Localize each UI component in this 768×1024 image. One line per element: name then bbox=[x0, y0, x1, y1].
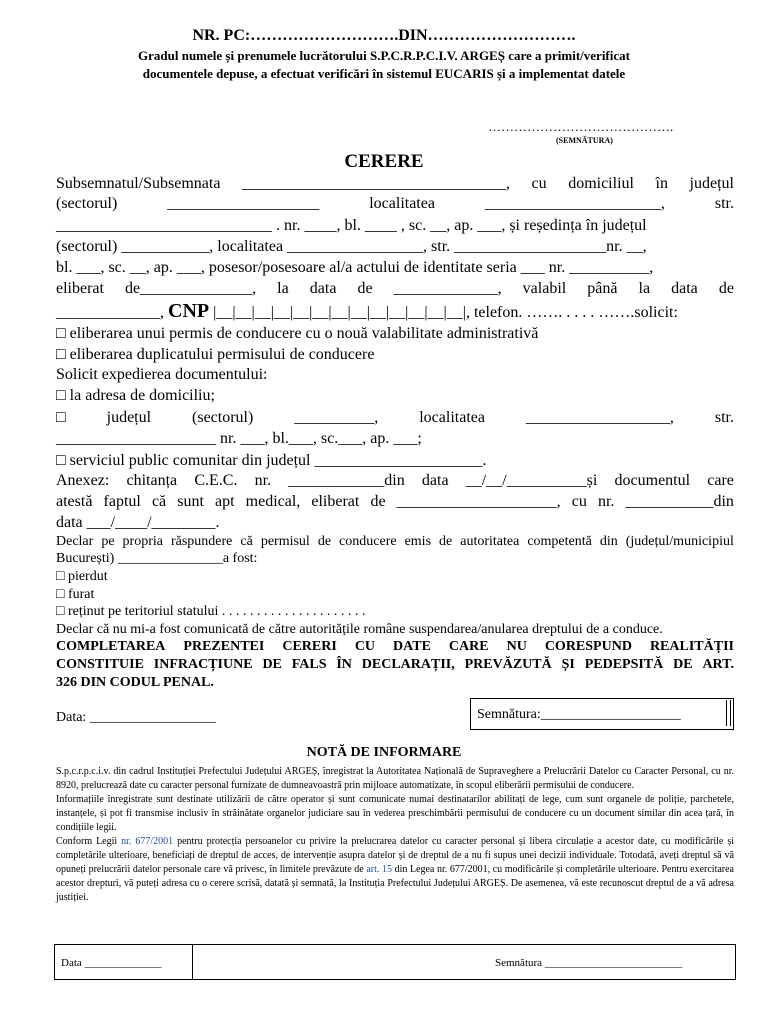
form-line-7[interactable] bbox=[56, 301, 734, 321]
word: CERERI bbox=[282, 639, 337, 654]
word: nr. bbox=[597, 493, 615, 510]
word: de bbox=[370, 493, 386, 510]
word: județul bbox=[689, 175, 734, 192]
word: Anexez: bbox=[56, 472, 110, 489]
warning-line-3: 326 DIN CODUL PENAL. bbox=[56, 675, 214, 690]
word: (sectorul) bbox=[56, 195, 118, 212]
word[interactable]: ___________din bbox=[625, 493, 734, 510]
form-line-2[interactable] bbox=[56, 196, 734, 212]
word: localitatea bbox=[419, 409, 485, 426]
word: ART. bbox=[702, 657, 734, 672]
word: permisul bbox=[260, 534, 310, 549]
word: că bbox=[151, 493, 167, 510]
word: cu bbox=[531, 175, 547, 192]
nota-paragraph-2: Informațiile înregistrate sunt destinate utilizării de către operator și sunt comunicate numai destinatarilor abilitați de lege, cum sunt organele de poliție, parchetele, instanțele, și pot fi transmise inclusiv în străinătate organelor judiciare sau în vederea preschimbării permisului de conducere cu un document similar din acea țară, în condițiile legii. bbox=[56, 794, 734, 833]
word[interactable]: ___________________ bbox=[167, 195, 320, 212]
option-duplicate[interactable]: □ eliberarea duplicatului permisului de conducere bbox=[56, 346, 375, 363]
word[interactable]: (sectorul) ___________, localitatea _________________, str. ___________________nr. __, bbox=[56, 238, 647, 255]
form-line-5[interactable] bbox=[56, 260, 734, 276]
expedition-option-home[interactable]: □ la adresa de domiciliu; bbox=[56, 387, 215, 404]
word: CARE bbox=[448, 639, 489, 654]
word[interactable]: _________________________________, bbox=[241, 175, 510, 192]
word: eliberat bbox=[311, 493, 360, 510]
word: PEDEPSITĂ bbox=[584, 657, 664, 672]
word: apt bbox=[215, 493, 235, 510]
word: CORESPUND bbox=[544, 639, 632, 654]
word: medical, bbox=[245, 493, 301, 510]
expedition-heading: Solicit expedierea documentului: bbox=[56, 366, 268, 383]
form-line-6[interactable] bbox=[56, 281, 734, 297]
word: la bbox=[277, 280, 289, 297]
nota-p3-text-a: Conform Legii bbox=[56, 836, 122, 847]
word: ȘI bbox=[561, 657, 575, 672]
warning-line-2 bbox=[56, 658, 734, 672]
word: de bbox=[357, 280, 373, 297]
word[interactable]: ____________din bbox=[288, 472, 405, 489]
nota-paragraph-1: S.p.c.r.p.c.i.v. din cadrul Instituției Prefectului Județului ARGEȘ, înregistrat la Autoritatea Națională de Supraveghere a Prelucrării Datelor cu Caracter Personal, cu nr. 8920, prelucrează date cu caracter personal furnizate de dumneavoastră prin mijloace automatizate, în scopul eliberării permisului de conducere. bbox=[56, 766, 734, 791]
form-line-3[interactable] bbox=[56, 218, 734, 234]
word: emis bbox=[404, 534, 432, 549]
option-new-license[interactable]: □ eliberarea unui permis de conducere cu o nouă valabilitate administrativă bbox=[56, 325, 539, 342]
header-subtitle-1: Gradul numele și prenumele lucrătorului S.P.C.R.P.C.I.V. ARGEȘ care a primit/verificat bbox=[138, 48, 630, 63]
word: DECLARAȚII, bbox=[361, 657, 455, 672]
footer-table bbox=[54, 944, 736, 980]
cnp-label: CNP bbox=[168, 300, 210, 322]
word: chitanța bbox=[126, 472, 178, 489]
word: FALS bbox=[291, 657, 327, 672]
word: REALITĂȚII bbox=[649, 639, 734, 654]
word: cu bbox=[571, 493, 587, 510]
word: □ bbox=[56, 409, 66, 426]
expedition-address-line[interactable]: ____________________ nr. ___, bl.___, sc.___, ap. ___; bbox=[56, 430, 422, 447]
word: ÎN bbox=[336, 657, 352, 672]
word: în bbox=[655, 175, 668, 192]
word: de bbox=[718, 280, 734, 297]
nr-pc-line: NR. PC:……………………….DIN………………………. bbox=[192, 27, 576, 44]
word: DE bbox=[262, 657, 282, 672]
form-line-7-blank[interactable]: _____________, bbox=[56, 304, 164, 321]
word: domiciliul bbox=[568, 175, 634, 192]
word: până bbox=[587, 280, 618, 297]
word[interactable]: __________, bbox=[294, 409, 379, 426]
word: INFRACȚIUNE bbox=[153, 657, 253, 672]
signature-dots[interactable]: ……………………………………. bbox=[488, 119, 674, 134]
word: eliberat bbox=[56, 280, 104, 297]
word: la bbox=[638, 280, 651, 297]
word: data bbox=[309, 280, 337, 297]
lost-option-retinut[interactable]: □ reținut pe teritoriul statului . . . . . . . . . . . . . . . . . . . . . bbox=[56, 604, 366, 619]
word: răspundere bbox=[170, 534, 233, 549]
word: că bbox=[240, 534, 253, 549]
expedition-option-county[interactable] bbox=[56, 410, 734, 426]
word: valabil bbox=[522, 280, 567, 297]
word: (sectorul) bbox=[192, 409, 254, 426]
word: localitatea bbox=[369, 195, 435, 212]
word: data bbox=[671, 280, 698, 297]
word: str. bbox=[714, 409, 734, 426]
word: județul bbox=[106, 409, 152, 426]
word: pe bbox=[101, 534, 115, 549]
anexez-line-3[interactable]: data ___/____/________. bbox=[56, 514, 220, 531]
declar-line-1 bbox=[56, 535, 734, 549]
word[interactable]: ___________________________ . nr. ____, bl. ____ , sc. __, ap. ___, și reședința în județul bbox=[56, 217, 647, 234]
word: DE bbox=[673, 657, 693, 672]
word: de bbox=[439, 534, 453, 549]
word[interactable]: ______________________, bbox=[484, 195, 665, 212]
word: str. bbox=[714, 195, 734, 212]
anexez-line-1[interactable] bbox=[56, 473, 734, 489]
header-subtitle-2: documentele depuse, a efectuat verificări în sistemul EUCARIS și a implementat datele bbox=[142, 66, 626, 81]
word[interactable]: __/__/__________și bbox=[465, 472, 598, 489]
form-title: CERERE bbox=[344, 151, 424, 172]
word[interactable]: ____________________, bbox=[396, 493, 561, 510]
word: din bbox=[599, 534, 618, 549]
word: CU bbox=[354, 639, 376, 654]
footer-divider bbox=[192, 945, 193, 979]
article-link[interactable]: art. 15 bbox=[366, 864, 392, 875]
word: conducere bbox=[339, 534, 397, 549]
word: autoritatea bbox=[460, 534, 520, 549]
anexez-line-2[interactable] bbox=[56, 494, 734, 510]
nota-title: NOTĂ DE INFORMARE bbox=[306, 745, 462, 760]
word: DATE bbox=[393, 639, 431, 654]
declar-line-2[interactable]: București) _______________a fost: bbox=[56, 551, 258, 566]
word: (județul/municipiul bbox=[625, 534, 734, 549]
law-link[interactable]: nr. 677/2001 bbox=[121, 836, 174, 847]
word: Declar bbox=[56, 534, 94, 549]
word: PREZENTEI bbox=[183, 639, 265, 654]
word[interactable]: de______________, bbox=[125, 280, 257, 297]
word: faptul bbox=[103, 493, 141, 510]
nota-paragraph-3 bbox=[56, 835, 734, 905]
word: COMPLETAREA bbox=[56, 639, 166, 654]
word[interactable]: __________________, bbox=[525, 409, 674, 426]
word: competentă bbox=[527, 534, 592, 549]
word: propria bbox=[122, 534, 163, 549]
signature-box[interactable] bbox=[470, 698, 734, 730]
word: PREVĂZUTĂ bbox=[464, 657, 552, 672]
nota-body bbox=[56, 765, 734, 905]
nota-p3-text-b: pentru protecția persoanelor cu privire la prelucrarea datelor cu caracter personal și libera circulație a acestor date, cu modificările și completările ulterioare, beneficiați de dreptul de acces, de intervenție asupra datelor și de dreptul de a nu fi supus unei decizii individuale. Totodată, aveți dreptul să vă opuneți prelucrării datelor personale care vă privesc, în limitele prevăzute de bbox=[56, 836, 734, 875]
form-line-4[interactable] bbox=[56, 239, 734, 255]
word: de bbox=[317, 534, 332, 549]
word[interactable]: bl. ___, sc. __, ap. ___, posesor/posesoare al/a actului de identitate seria ___ nr. __________, bbox=[56, 259, 654, 276]
signature-label: (SEMNĂTURA) bbox=[556, 136, 613, 145]
word[interactable]: _____________, bbox=[393, 280, 502, 297]
signature-field[interactable]: Semnătura:____________________ bbox=[477, 707, 681, 722]
lost-option-pierdut[interactable]: □ pierdut bbox=[56, 569, 108, 584]
word: NU bbox=[506, 639, 527, 654]
word: data bbox=[421, 472, 449, 489]
form-line-1[interactable] bbox=[56, 176, 734, 192]
word: sunt bbox=[177, 493, 204, 510]
word: nr. bbox=[254, 472, 272, 489]
word: C.E.C. bbox=[194, 472, 238, 489]
declar-line-3: Declar că nu mi-a fost comunicată de către autoritățile române suspendarea/anularea dreptului de a conduce. bbox=[56, 622, 663, 637]
footer-date-field[interactable]: Data ______________ bbox=[61, 957, 162, 969]
word: Subsemnatul/Subsemnata bbox=[56, 175, 221, 192]
date-field[interactable]: Data: __________________ bbox=[56, 710, 216, 725]
word: CONSTITUIE bbox=[56, 657, 144, 672]
lost-option-furat[interactable]: □ furat bbox=[56, 587, 95, 602]
expedition-option-service[interactable]: □ serviciul public comunitar din județul _____________________. bbox=[56, 452, 487, 469]
nota-p3-text-c: din Legea nr. 677/2001, cu modificările și completările ulterioare. Pentru exercitarea acestor drepturi, vă puteți adresa cu o cerere scrisă, datată și semnată, la Instituția Prefectului Județului ARGEȘ. De asemenea, vă este recunoscut dreptul de a vă adresa justiției. bbox=[56, 864, 734, 903]
cnp-boxes-and-phone[interactable]: |__|__|__|__|__|__|__|__|__|__|__|__|__|, telefon. ……. . . . . …….solicit: bbox=[213, 304, 678, 321]
word: documentul bbox=[614, 472, 691, 489]
signature-box-edge bbox=[726, 700, 731, 726]
word: atestă bbox=[56, 493, 93, 510]
footer-signature-field[interactable]: Semnătura _________________________ bbox=[495, 957, 683, 969]
word: care bbox=[707, 472, 734, 489]
warning-line-1 bbox=[56, 640, 734, 654]
